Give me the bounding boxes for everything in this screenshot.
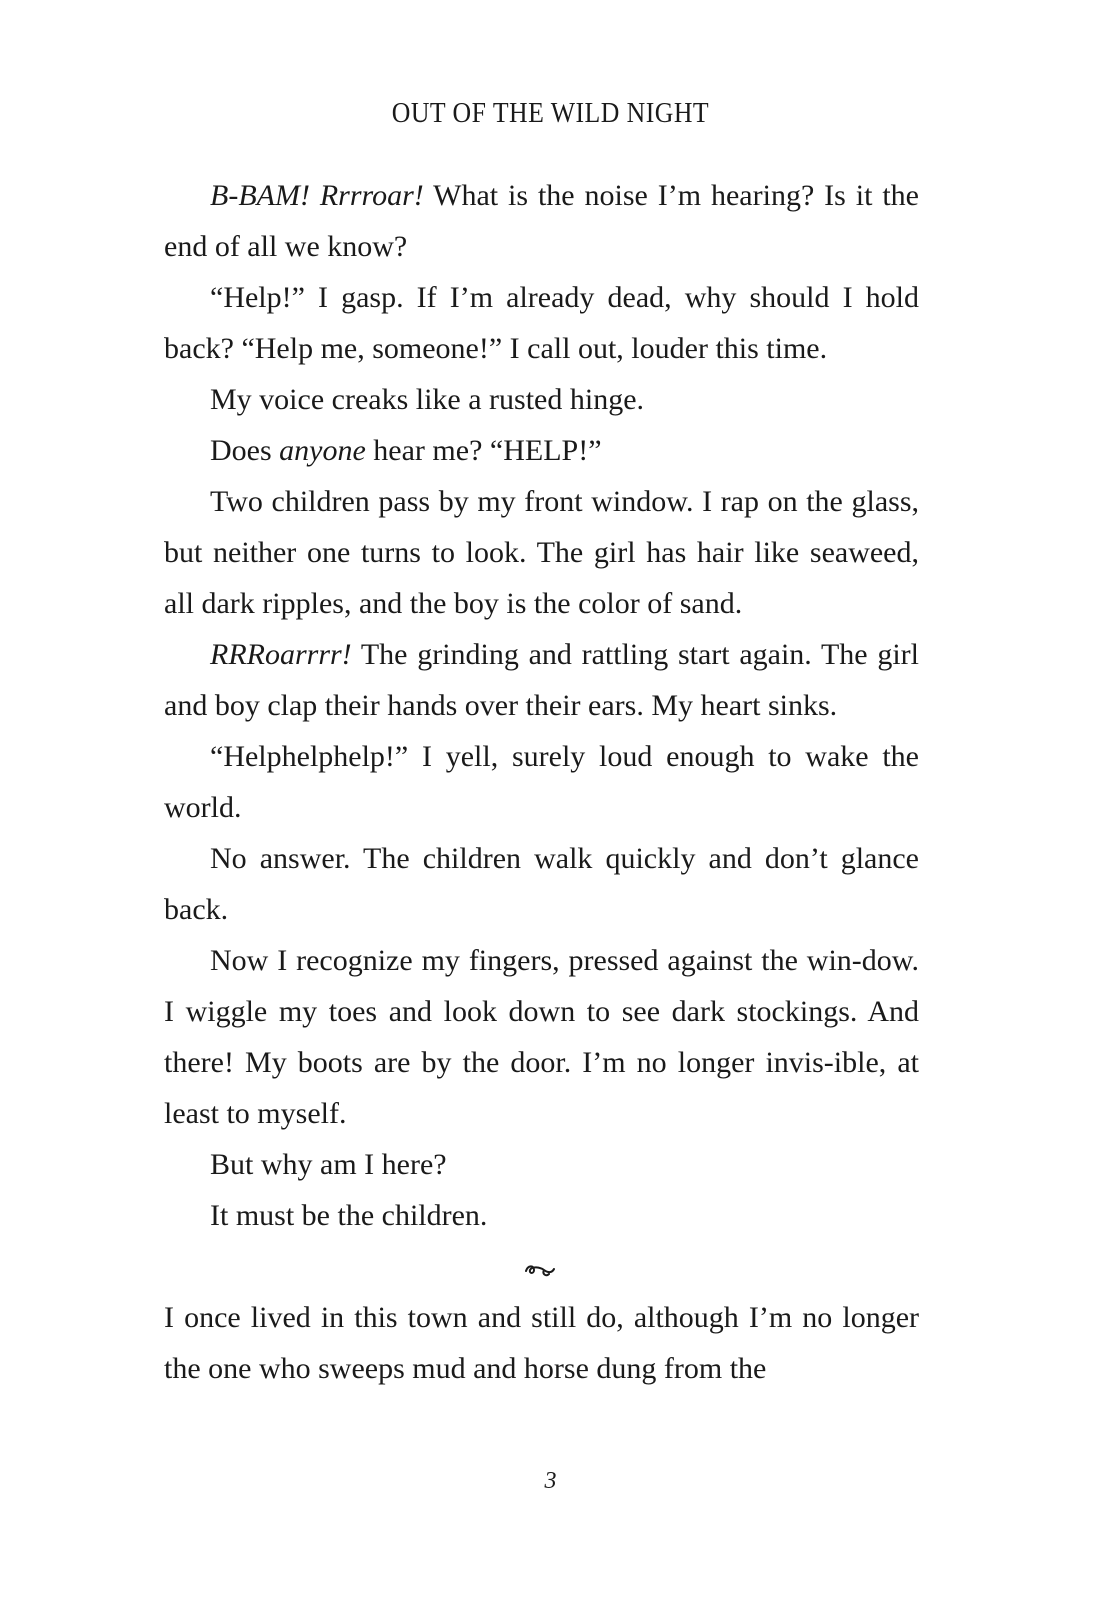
- body-text: [164, 170, 919, 1394]
- paragraph: [164, 629, 919, 731]
- paragraph-text: It must be the children.: [210, 1199, 488, 1232]
- paragraph-text: Does: [210, 434, 280, 467]
- paragraph: [164, 935, 919, 1139]
- paragraph-text: No answer. The children walk quickly and don’t glance back.: [164, 842, 919, 926]
- paragraph-text: “Helphelphelp!” I yell, surely loud enough to wake the world.: [164, 740, 919, 824]
- page-number: 3: [544, 1468, 557, 1494]
- paragraph: [164, 272, 919, 374]
- paragraph: [164, 833, 919, 935]
- paragraph-text: Two children pass by my front window. I rap on the glass, but neither one turns to look. The girl has hair like seaweed, all dark ripples, and the boy is the color of sand.: [164, 485, 919, 620]
- paragraph: [164, 374, 919, 425]
- paragraph: [164, 170, 919, 272]
- sound-effect-text: B-BAM! Rrrroar!: [210, 179, 424, 212]
- paragraph: [164, 425, 919, 476]
- paragraph: [164, 731, 919, 833]
- paragraph-text: Now I recognize my fingers, pressed against the win-dow. I wiggle my toes and look down to see dark stockings. And there! My boots are by the door. I’m no longer invis-ible, at least to myself.: [164, 944, 919, 1130]
- running-head: OUT OF THE WILD NIGHT: [391, 98, 710, 129]
- paragraph-text: “Help!” I gasp. If I’m already dead, why should I hold back? “Help me, someone!” I call out, louder this time.: [164, 281, 919, 365]
- paragraph-text: What is the noise I’m hearing? Is it the end of all we know?: [164, 179, 919, 263]
- paragraph-text: I once lived in this town and still do, although I’m no longer the one who sweeps mud and horse dung from the: [164, 1301, 919, 1385]
- flourish-ornament-icon: [522, 1259, 562, 1279]
- scene-break: [164, 1241, 919, 1292]
- paragraph: [164, 1190, 919, 1241]
- paragraph-text: My voice creaks like a rusted hinge.: [210, 383, 645, 416]
- paragraph: [164, 476, 919, 629]
- paragraph-text: The grinding and rattling start again. The girl and boy clap their hands over their ears. My heart sinks.: [164, 638, 919, 722]
- paragraph: [164, 1139, 919, 1190]
- paragraph: [164, 1292, 919, 1394]
- paragraph-text: But why am I here?: [210, 1148, 447, 1181]
- emphasis-text: anyone: [279, 434, 366, 467]
- sound-effect-text: RRRoarrrr!: [210, 638, 352, 671]
- paragraph-text: hear me? “HELP!”: [365, 434, 602, 467]
